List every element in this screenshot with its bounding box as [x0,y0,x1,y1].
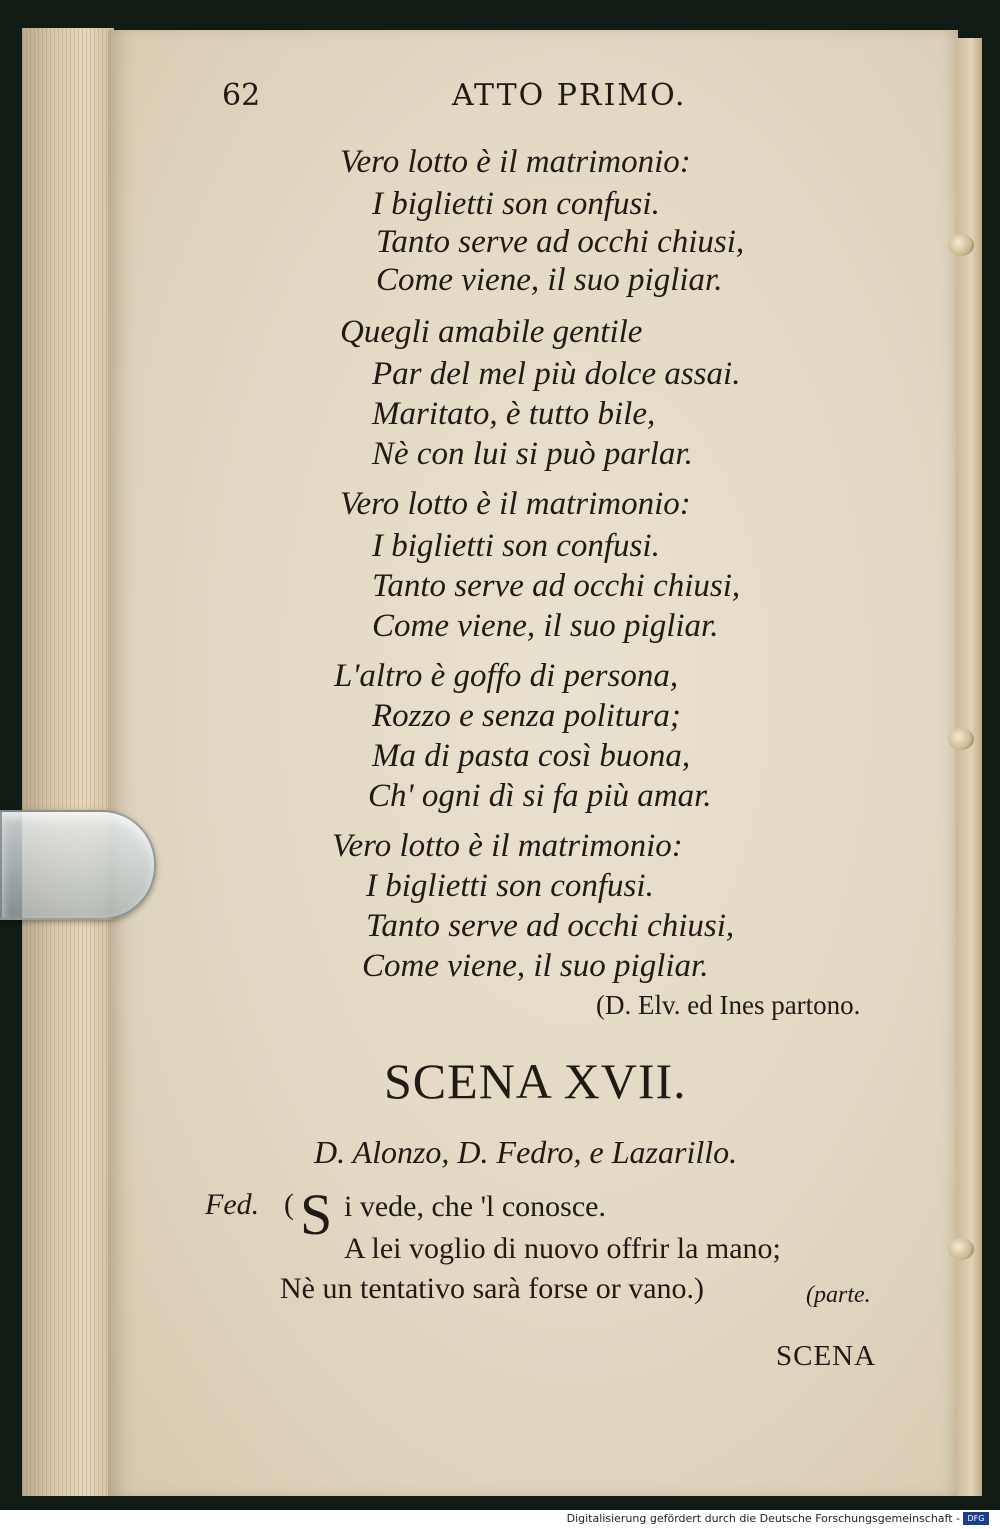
verse-line: Ma di pasta così buona, [372,738,691,774]
drop-cap: S [300,1182,333,1247]
verse-line: L'altro è goffo di persona, [334,658,679,694]
open-paren: ( [284,1188,294,1221]
speech-line: Nè un tentativo sarà forse or vano.) [280,1272,705,1305]
verse-line: Rozzo e senza politura; [372,698,681,734]
verse-line: Ch' ogni dì si fa più amar. [368,778,712,814]
verse-line: Vero lotto è il matrimonio: [340,144,691,180]
right-page-edge [956,38,982,1496]
verse-line: Come viene, il suo pigliar. [362,948,709,984]
verse-line: Tanto serve ad occhi chiusi, [366,908,735,944]
funding-credit: Digitalisierung gefördert durch die Deutsche Forschungsgemeinschaft - [566,1512,960,1525]
verse-line: Tanto serve ad occhi chiusi, [376,224,745,260]
verse-line: Vero lotto è il matrimonio: [340,486,691,522]
dfg-logo: DFG [963,1512,989,1525]
scene-characters: D. Alonzo, D. Fedro, e Lazarillo. [314,1134,738,1170]
page-clip [0,810,156,920]
scene-title: SCENA XVII. [384,1053,687,1109]
verse-line: Maritato, è tutto bile, [372,396,656,432]
binding-thread [948,1238,974,1260]
verse-line: Par del mel più dolce assai. [372,356,741,392]
verse-line: Vero lotto è il matrimonio: [332,828,683,864]
speech-line: i vede, che 'l conosce. [344,1190,606,1223]
verse-line: I biglietti son confusi. [372,186,660,222]
page-block-edge [22,28,114,1496]
verse-line: I biglietti son confusi. [366,868,654,904]
verse-line: Come viene, il suo pigliar. [372,608,719,644]
speaker-name: Fed. [205,1188,260,1221]
binding-thread [948,234,974,256]
running-title: ATTO PRIMO. [452,78,687,113]
verse-line: Tanto serve ad occhi chiusi, [372,568,741,604]
verse-line: Quegli amabile gentile [340,314,643,350]
page-number: 62 [222,78,261,113]
stage-direction-exit: (D. Elv. ed Ines partono. [596,990,861,1020]
speech-line: A lei voglio di nuovo offrir la mano; [344,1232,781,1265]
verse-line: Come viene, il suo pigliar. [376,262,723,298]
verse-line: I biglietti son confusi. [372,528,660,564]
stage-direction-aside: (parte. [806,1282,871,1308]
verse-line: Nè con lui si può parlar. [372,436,693,472]
catchword: SCENA [776,1340,877,1372]
binding-thread [948,728,974,750]
